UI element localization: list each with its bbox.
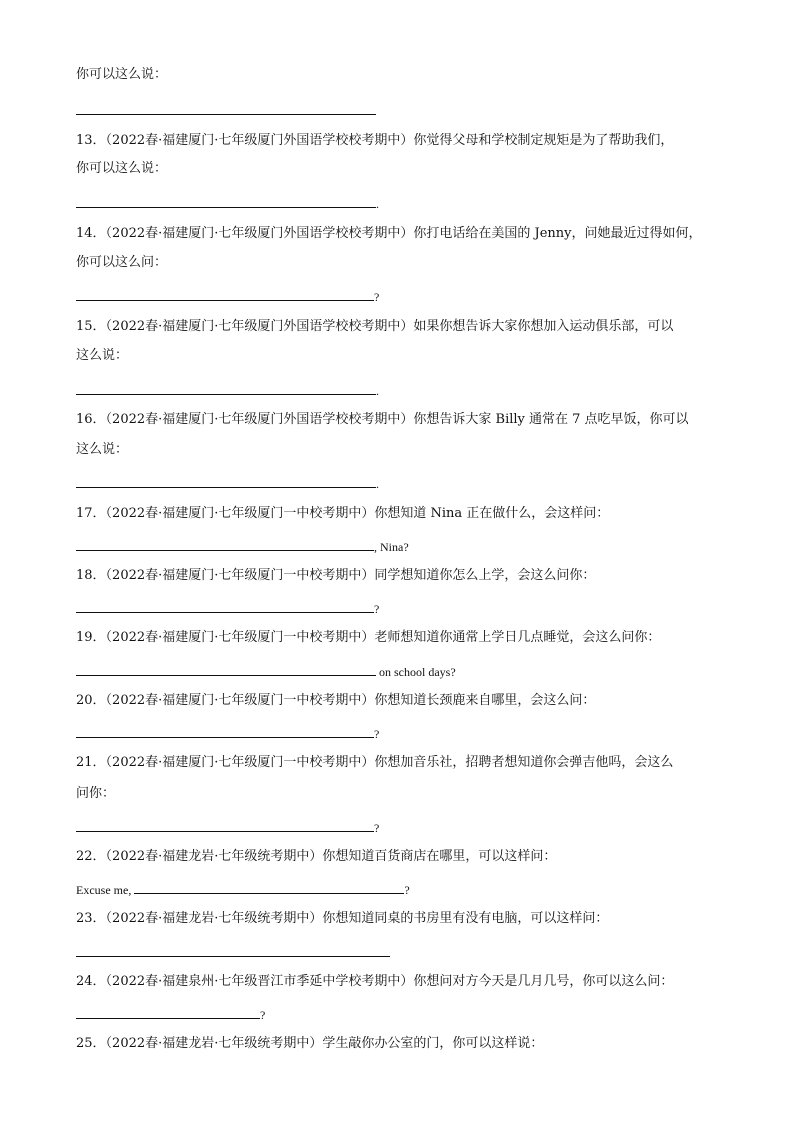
answer-suffix: , Nina? <box>374 540 409 554</box>
answer-line-23[interactable] <box>76 942 390 961</box>
answer-suffix: ? <box>260 1008 266 1022</box>
answer-blank[interactable] <box>76 286 374 301</box>
question-21-tail: 问你： <box>76 786 116 801</box>
question-21-prompt: 21．（2022春·福建厦门·七年级厦门一中校考期中）你想加音乐社，招聘者想知道你会弹吉他吗，会这么 <box>76 755 674 770</box>
answer-suffix: . <box>376 477 379 491</box>
answer-blank[interactable] <box>76 723 374 738</box>
answer-line-17[interactable] <box>76 536 409 555</box>
answer-suffix: ? <box>374 290 380 304</box>
question-16-tail: 这么说： <box>76 442 129 457</box>
answer-blank[interactable] <box>76 100 376 115</box>
answer-suffix: . <box>376 197 379 211</box>
answer-blank[interactable] <box>76 1004 260 1019</box>
question-19-prompt: 19．（2022春·福建厦门·七年级厦门一中校考期中）老师想知道你通常上学日几点睡觉，会这么问你： <box>76 630 661 645</box>
answer-blank[interactable] <box>76 661 376 676</box>
question-16-prompt: 16．（2022春·福建厦门·七年级厦门外国语学校校考期中）你想告诉大家 Billy 通常在 7 点吃早饭，你可以 <box>76 412 689 427</box>
question-13-prompt: 13．（2022春·福建厦门·七年级厦门外国语学校校考期中）你觉得父母和学校制定规矩是为了帮助我们， <box>76 133 674 148</box>
question-13-tail: 你可以这么说： <box>76 161 168 176</box>
answer-line-24[interactable] <box>76 1004 265 1023</box>
question-22-prompt: 22．（2022春·福建龙岩·七年级统考期中）你想知道百货商店在哪里，可以这样问： <box>76 849 557 864</box>
answer-suffix: ? <box>374 821 380 835</box>
answer-blank[interactable] <box>76 942 390 957</box>
answer-blank[interactable] <box>134 879 404 894</box>
answer-blank[interactable] <box>76 817 374 832</box>
question-17-prompt: 17．（2022春·福建厦门·七年级厦门一中校考期中）你想知道 Nina 正在做什么，会这样问： <box>76 506 610 521</box>
question-14-prompt: 14．（2022春·福建厦门·七年级厦门外国语学校校考期中）你打电话给在美国的 Jenny，问她最近过得如何， <box>76 226 702 241</box>
answer-blank[interactable] <box>76 598 374 613</box>
answer-line-18[interactable] <box>76 598 379 617</box>
answer-line-19[interactable] <box>76 661 456 680</box>
answer-prefix: Excuse me, <box>76 883 135 897</box>
answer-blank[interactable] <box>76 193 376 208</box>
answer-blank[interactable] <box>76 380 376 395</box>
question-24-prompt: 24．（2022春·福建泉州·七年级晋江市季延中学校考期中）你想问对方今天是几月几号，你可以这么问： <box>76 974 674 989</box>
answer-line-20[interactable] <box>76 723 379 742</box>
answer-blank[interactable] <box>76 473 376 488</box>
answer-line-21[interactable] <box>76 817 379 836</box>
question-15-tail: 这么说： <box>76 348 129 363</box>
question-15-prompt: 15．（2022春·福建厦门·七年级厦门外国语学校校考期中）如果你想告诉大家你想加入运动俱乐部，可以 <box>76 319 674 334</box>
answer-line-13[interactable] <box>76 193 379 212</box>
question-14-tail: 你可以这么问： <box>76 255 168 270</box>
answer-line-14[interactable] <box>76 286 379 305</box>
answer-suffix: on school days? <box>376 665 456 679</box>
question-23-prompt: 23．（2022春·福建龙岩·七年级统考期中）你想知道同桌的书房里有没有电脑，可以这样问： <box>76 911 609 926</box>
question-12-tail: 你可以这么说： <box>76 67 168 82</box>
answer-line-12[interactable] <box>76 100 376 119</box>
answer-line-16[interactable] <box>76 473 379 492</box>
question-18-prompt: 18．（2022春·福建厦门·七年级厦门一中校考期中）同学想知道你怎么上学，会这么问你： <box>76 568 596 583</box>
answer-suffix: ? <box>374 602 380 616</box>
answer-suffix: ? <box>374 727 380 741</box>
question-25-prompt: 25．（2022春·福建龙岩·七年级统考期中）学生敲你办公室的门，你可以这样说： <box>76 1036 544 1051</box>
answer-blank[interactable] <box>76 536 374 551</box>
answer-suffix: . <box>376 384 379 398</box>
answer-line-15[interactable] <box>76 380 379 399</box>
question-20-prompt: 20．（2022春·福建厦门·七年级厦门一中校考期中）你想知道长颈鹿来自哪里，会这么问： <box>76 693 596 708</box>
answer-line-22[interactable] <box>76 879 410 898</box>
answer-suffix: ? <box>404 883 410 897</box>
